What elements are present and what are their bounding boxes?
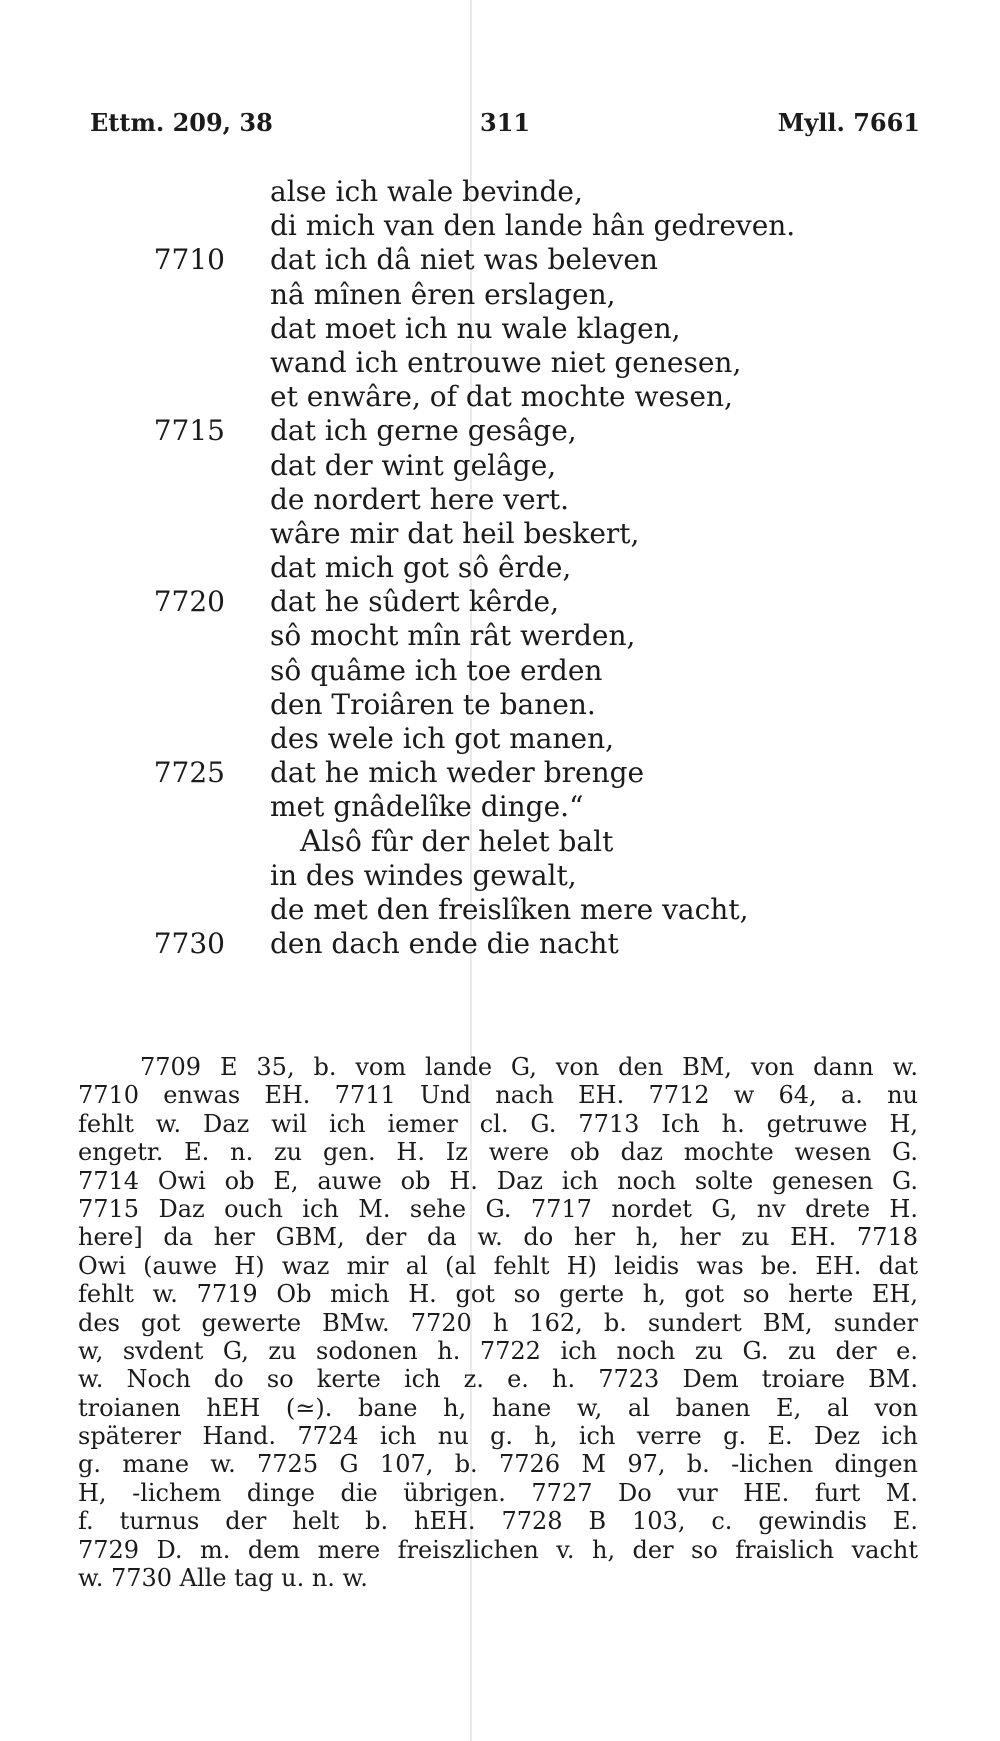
verse-text: et enwâre, of dat mochte wesen, [270,380,733,414]
verse-line [0,927,1000,961]
verse-number: 7710 [153,243,225,277]
verse-text: wâre mir dat heil beskert, [270,516,640,550]
verse-text: dat ich gerne gesâge, [270,414,577,448]
apparatus-line: engetr. E. n. zu gen. H. Iz were ob daz mochte wesen G. [78,1138,918,1167]
running-head-right: Myll. 7661 [777,108,920,137]
verse-text: met gnâdelîke dinge.“ [270,790,584,824]
verse-line [0,278,1000,312]
apparatus-line: here] da her GBM, der da w. do her h, her zu EH. 7718 [78,1223,918,1252]
verse-text: dat mich got sô êrde, [270,551,572,585]
verse-number: 7720 [153,585,225,619]
verse-line [0,619,1000,653]
verse-line [0,312,1000,346]
verse-text: dat moet ich nu wale klagen, [270,311,681,345]
verse-line [0,688,1000,722]
apparatus-line: 7709 E 35, b. vom lande G, von den BM, von dann w. [140,1053,918,1081]
verse-text: Alsô fûr der helet balt [300,823,614,859]
verse-line [0,483,1000,517]
running-head-left: Ettm. 209, 38 [90,108,273,137]
apparatus-line: fehlt w. Daz wil ich iemer cl. G. 7713 Ich h. getruwe H, [78,1109,918,1138]
verse-text: sô mocht mîn rât werden, [270,619,636,653]
verse-text: de met den freislîken mere vacht, [270,892,749,926]
verse-line-section-start [0,825,1000,859]
verse-line [0,175,1000,209]
apparatus-line: 7710 enwas EH. 7711 Und nach EH. 7712 w 64, a. nu [78,1081,918,1110]
verse-text: dat der wint gelâge, [270,448,557,482]
verse-text: de nordert here vert. [270,482,570,516]
apparatus-line: späterer Hand. 7724 ich nu g. h, ich verre g. E. Dez ich [78,1422,918,1451]
apparatus-line: w, svdent G, zu sodonen h. 7722 ich noch zu G. zu der e. [78,1336,918,1365]
verse-text: nâ mînen êren erslagen, [270,277,616,311]
verse-text: sô quâme ich toe erden [270,653,603,687]
verse-line [0,449,1000,483]
apparatus-line: 7729 D. m. dem mere freiszlichen v. h, der so fraislich vacht [78,1535,918,1564]
apparatus-line: f. turnus der helt b. hEH. 7728 B 103, c. gewindis E. [78,1507,918,1536]
verse-text: di mich van den lande hân gedreven. [270,209,796,243]
apparatus-line: w. 7730 Alle tag u. n. w. [78,1564,368,1593]
verse-line [0,414,1000,448]
verse-line [0,722,1000,756]
apparatus-line: 7715 Daz ouch ich M. sehe G. 7717 nordet G, nv drete H. [78,1194,918,1223]
verse-text: dat ich dâ niet was beleven [270,243,658,277]
verse-line [0,243,1000,277]
verse-line [0,790,1000,824]
verse-number: 7725 [153,756,225,790]
page-number: 311 [480,108,531,137]
apparatus-line: H, -lichem dinge die übrigen. 7727 Do vur HE. furt M. [78,1478,918,1507]
verse-line [0,654,1000,688]
verse-number: 7715 [153,414,225,448]
apparatus-line: fehlt w. 7719 Ob mich H. got so gerte h, got so herte EH, [78,1280,918,1309]
verse-text: dat he mich weder brenge [270,756,645,790]
verse-number: 7730 [153,927,225,961]
verse-block [0,175,1000,961]
apparatus-line: Owi (auwe H) waz mir al (al fehlt H) leidis was be. EH. dat [78,1251,918,1280]
critical-apparatus [78,1053,918,1592]
apparatus-line: des got gewerte BMw. 7720 h 162, b. sundert BM, sunder [78,1308,918,1337]
apparatus-line: 7714 Owi ob E, auwe ob H. Daz ich noch solte genesen G. [78,1166,918,1195]
apparatus-line: troianen hEH (≃). bane h, hane w, al banen E, al von [78,1393,918,1422]
verse-line [0,756,1000,790]
verse-text: wand ich entrouwe niet genesen, [270,345,742,379]
verse-text: dat he sûdert kêrde, [270,585,560,619]
verse-line [0,380,1000,414]
running-head [90,108,920,148]
verse-text: den Troiâren te banen. [270,687,596,721]
verse-text: des wele ich got manen, [270,722,615,755]
verse-line [0,585,1000,619]
verse-line [0,209,1000,243]
verse-text: in des windes gewalt, [270,858,577,892]
verse-text: den dach ende die nacht [270,927,619,961]
verse-line [0,346,1000,380]
apparatus-line: w. Noch do so kerte ich z. e. h. 7723 Dem troiare BM. [78,1365,918,1394]
verse-line [0,517,1000,551]
verse-line [0,859,1000,893]
verse-text: alse ich wale bevinde, [270,175,583,208]
verse-line [0,893,1000,927]
apparatus-line: g. mane w. 7725 G 107, b. 7726 M 97, b. -lichen dingen [78,1450,918,1479]
verse-line [0,551,1000,585]
